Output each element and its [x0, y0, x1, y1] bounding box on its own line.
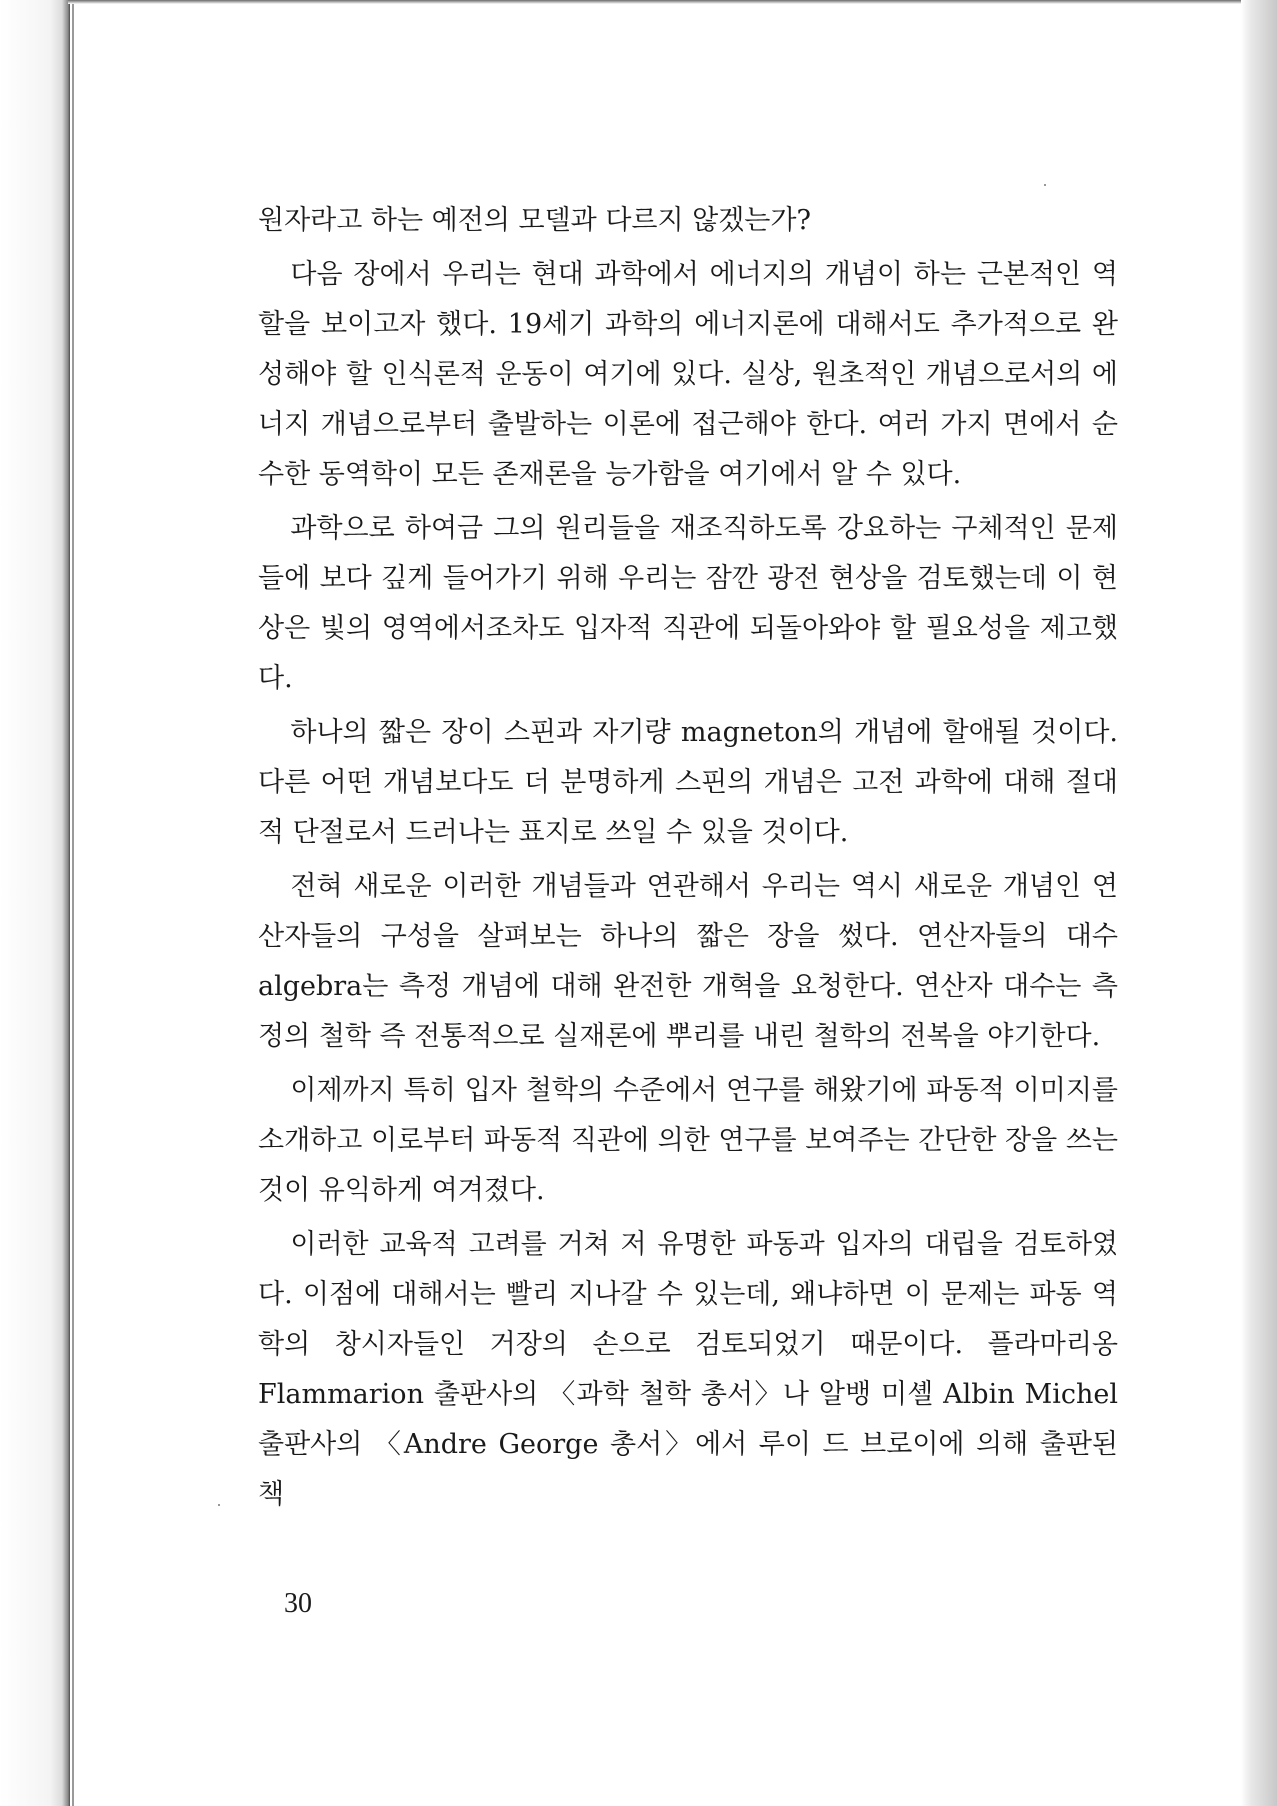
paragraph-continuation: 원자라고 하는 예전의 모델과 다르지 않겠는가? — [258, 205, 811, 236]
paragraph: 과학으로 하여금 그의 원리들을 재조직하도록 강요하는 구체적인 문제들에 보다 깊게 들어가기 위해 우리는 잠깐 광전 현상을 검토했는데 이 현상은 빛의 영역에서조차도 입자적 직관에 되돌아와야 할 필요성을 제고했다. — [258, 513, 1118, 694]
page-right-shadow — [1241, 0, 1277, 1806]
scan-speck — [1044, 184, 1046, 186]
body-text — [258, 196, 1118, 1524]
scan-speck — [218, 1504, 220, 1506]
page-top-edge — [68, 0, 1248, 4]
paragraph: 이제까지 특히 입자 철학의 수준에서 연구를 해왔기에 파동적 이미지를 소개하고 이로부터 파동적 직관에 의한 연구를 보여주는 간단한 장을 쓰는 것이 유익하게 여겨졌다. — [258, 1075, 1118, 1206]
book-binding-edge — [0, 0, 70, 1806]
paragraph: 다음 장에서 우리는 현대 과학에서 에너지의 개념이 하는 근본적인 역할을 보이고자 했다. 19세기 과학의 에너지론에 대해서도 추가적으로 완성해야 할 인식론적 운동이 여기에 있다. 실상, 원초적인 개념으로서의 에너지 개념으로부터 출발하는 이론에 접근해야 한다. 여러 가지 면에서 순수한 동역학이 모든 존재론을 능가함을 여기에서 알 수 있다. — [258, 259, 1118, 490]
binding-line — [72, 0, 74, 1806]
paragraph: 이러한 교육적 고려를 거쳐 저 유명한 파동과 입자의 대립을 검토하였다. 이점에 대해서는 빨리 지나갈 수 있는데, 왜냐하면 이 문제는 파동 역학의 창시자들인 거장의 손으로 검토되었기 때문이다. 플라마리옹 Flammarion 출판사의 〈과학 철학 총서〉나 알뱅 미셸 Albin Michel 출판사의 〈Andre George 총서〉에서 루이 드 브로이에 의해 출판된 책 — [258, 1229, 1118, 1510]
paragraph: 하나의 짧은 장이 스핀과 자기량 magneton의 개념에 할애될 것이다. 다른 어떤 개념보다도 더 분명하게 스핀의 개념은 고전 과학에 대해 절대적 단절로서 드러나는 표지로 쓰일 수 있을 것이다. — [258, 717, 1118, 848]
paragraph: 전혀 새로운 이러한 개념들과 연관해서 우리는 역시 새로운 개념인 연산자들의 구성을 살펴보는 하나의 짧은 장을 썼다. 연산자들의 대수 algebra는 측정 개념에 대해 완전한 개혁을 요청한다. 연산자 대수는 측정의 철학 즉 전통적으로 실재론에 뿌리를 내린 철학의 전복을 야기한다. — [258, 871, 1119, 1052]
page-number: 30 — [284, 1588, 312, 1619]
